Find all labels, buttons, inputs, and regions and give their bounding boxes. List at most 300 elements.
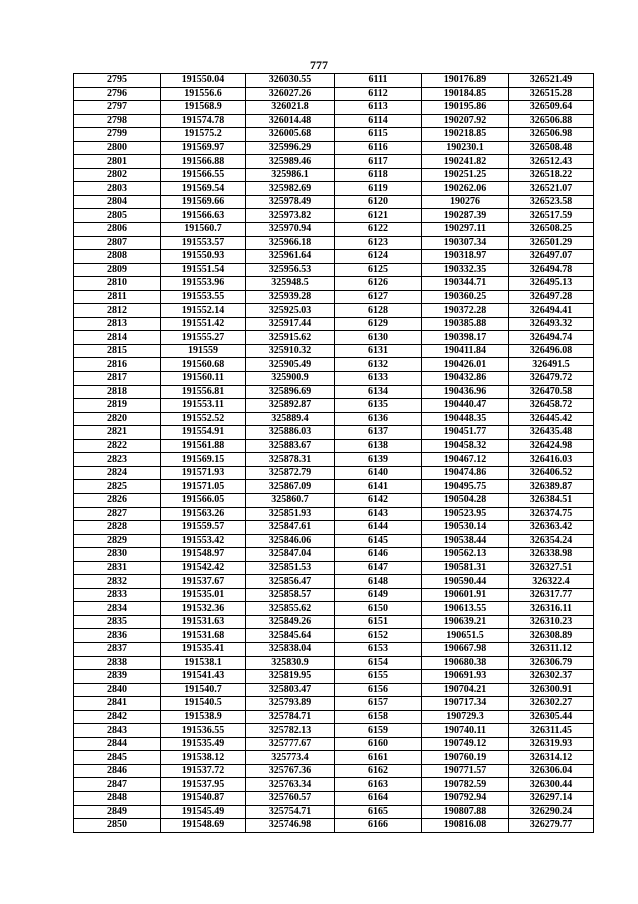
x-coordinate-left-cell: 191550.04	[161, 74, 246, 88]
x-coordinate-left-cell: 191538.9	[161, 710, 246, 724]
point-number-right-cell: 6130	[335, 331, 422, 345]
y-coordinate-right-cell: 326374.75	[509, 507, 594, 521]
point-number-right-cell: 6142	[335, 493, 422, 507]
x-coordinate-right-cell: 190495.75	[422, 480, 509, 494]
x-coordinate-left-cell: 191545.49	[161, 805, 246, 819]
y-coordinate-right-cell: 326406.52	[509, 466, 594, 480]
x-coordinate-left-cell: 191535.01	[161, 588, 246, 602]
x-coordinate-left-cell: 191531.68	[161, 629, 246, 643]
y-coordinate-right-cell: 326306.04	[509, 764, 594, 778]
point-number-left-cell: 2849	[74, 805, 161, 819]
x-coordinate-right-cell: 190717.34	[422, 697, 509, 711]
table-row	[74, 534, 594, 548]
y-coordinate-left-cell: 325767.36	[246, 764, 335, 778]
table-row	[74, 507, 594, 521]
x-coordinate-left-cell: 191560.68	[161, 358, 246, 372]
point-number-left-cell: 2835	[74, 615, 161, 629]
x-coordinate-right-cell: 190241.82	[422, 155, 509, 169]
y-coordinate-left-cell: 325773.4	[246, 751, 335, 765]
x-coordinate-left-cell: 191542.42	[161, 561, 246, 575]
table-row	[74, 778, 594, 792]
x-coordinate-left-cell: 191563.26	[161, 507, 246, 521]
y-coordinate-right-cell: 326512.43	[509, 155, 594, 169]
point-number-left-cell: 2802	[74, 168, 161, 182]
point-number-right-cell: 6141	[335, 480, 422, 494]
y-coordinate-left-cell: 325849.26	[246, 615, 335, 629]
y-coordinate-right-cell: 326290.24	[509, 805, 594, 819]
y-coordinate-right-cell: 326495.13	[509, 277, 594, 291]
point-number-left-cell: 2801	[74, 155, 161, 169]
table-row	[74, 751, 594, 765]
point-number-right-cell: 6116	[335, 141, 422, 155]
point-number-right-cell: 6118	[335, 168, 422, 182]
y-coordinate-left-cell: 325970.94	[246, 223, 335, 237]
point-number-right-cell: 6143	[335, 507, 422, 521]
x-coordinate-left-cell: 191536.55	[161, 724, 246, 738]
point-number-left-cell: 2844	[74, 737, 161, 751]
point-number-right-cell: 6163	[335, 778, 422, 792]
x-coordinate-left-cell: 191537.95	[161, 778, 246, 792]
point-number-right-cell: 6160	[335, 737, 422, 751]
table-row	[74, 575, 594, 589]
x-coordinate-right-cell: 190451.77	[422, 426, 509, 440]
point-number-right-cell: 6136	[335, 412, 422, 426]
point-number-left-cell: 2798	[74, 114, 161, 128]
x-coordinate-right-cell: 190704.21	[422, 683, 509, 697]
y-coordinate-left-cell: 325754.71	[246, 805, 335, 819]
y-coordinate-left-cell: 325978.49	[246, 195, 335, 209]
point-number-right-cell: 6126	[335, 277, 422, 291]
x-coordinate-left-cell: 191568.9	[161, 101, 246, 115]
x-coordinate-left-cell: 191552.52	[161, 412, 246, 426]
point-number-right-cell: 6124	[335, 250, 422, 264]
y-coordinate-left-cell: 325948.5	[246, 277, 335, 291]
x-coordinate-right-cell: 190530.14	[422, 521, 509, 535]
y-coordinate-right-cell: 326416.03	[509, 453, 594, 467]
x-coordinate-left-cell: 191569.15	[161, 453, 246, 467]
x-coordinate-left-cell: 191555.27	[161, 331, 246, 345]
table-row	[74, 317, 594, 331]
table-row	[74, 615, 594, 629]
table-row	[74, 209, 594, 223]
y-coordinate-right-cell: 326354.24	[509, 534, 594, 548]
x-coordinate-right-cell: 190230.1	[422, 141, 509, 155]
table-row	[74, 521, 594, 535]
y-coordinate-right-cell: 326306.79	[509, 656, 594, 670]
table-row	[74, 195, 594, 209]
table-row	[74, 764, 594, 778]
table-row	[74, 358, 594, 372]
x-coordinate-right-cell: 190467.12	[422, 453, 509, 467]
point-number-left-cell: 2818	[74, 385, 161, 399]
table-row	[74, 399, 594, 413]
x-coordinate-right-cell: 190297.11	[422, 223, 509, 237]
point-number-right-cell: 6162	[335, 764, 422, 778]
coordinates-table-body	[74, 74, 594, 833]
table-row	[74, 74, 594, 88]
point-number-right-cell: 6120	[335, 195, 422, 209]
x-coordinate-right-cell: 190436.96	[422, 385, 509, 399]
point-number-left-cell: 2843	[74, 724, 161, 738]
y-coordinate-right-cell: 326518.22	[509, 168, 594, 182]
table-row	[74, 588, 594, 602]
y-coordinate-right-cell: 326494.74	[509, 331, 594, 345]
point-number-right-cell: 6138	[335, 439, 422, 453]
y-coordinate-left-cell: 325896.69	[246, 385, 335, 399]
y-coordinate-right-cell: 326327.51	[509, 561, 594, 575]
table-row	[74, 263, 594, 277]
table-row	[74, 290, 594, 304]
y-coordinate-left-cell: 326021.8	[246, 101, 335, 115]
x-coordinate-right-cell: 190691.93	[422, 670, 509, 684]
coordinates-table	[73, 73, 594, 833]
y-coordinate-right-cell: 326424.98	[509, 439, 594, 453]
x-coordinate-right-cell: 190749.12	[422, 737, 509, 751]
point-number-right-cell: 6148	[335, 575, 422, 589]
y-coordinate-right-cell: 326494.78	[509, 263, 594, 277]
table-row	[74, 101, 594, 115]
y-coordinate-right-cell: 326470.58	[509, 385, 594, 399]
y-coordinate-left-cell: 325803.47	[246, 683, 335, 697]
point-number-left-cell: 2822	[74, 439, 161, 453]
y-coordinate-left-cell: 325860.7	[246, 493, 335, 507]
table-row	[74, 737, 594, 751]
point-number-right-cell: 6154	[335, 656, 422, 670]
table-row	[74, 412, 594, 426]
x-coordinate-right-cell: 190398.17	[422, 331, 509, 345]
point-number-right-cell: 6165	[335, 805, 422, 819]
y-coordinate-left-cell: 326030.55	[246, 74, 335, 88]
point-number-right-cell: 6150	[335, 602, 422, 616]
x-coordinate-left-cell: 191540.5	[161, 697, 246, 711]
y-coordinate-right-cell: 326506.88	[509, 114, 594, 128]
x-coordinate-left-cell: 191561.88	[161, 439, 246, 453]
x-coordinate-right-cell: 190176.89	[422, 74, 509, 88]
x-coordinate-right-cell: 190411.84	[422, 344, 509, 358]
point-number-left-cell: 2827	[74, 507, 161, 521]
table-row	[74, 602, 594, 616]
point-number-right-cell: 6132	[335, 358, 422, 372]
x-coordinate-left-cell: 191553.42	[161, 534, 246, 548]
point-number-right-cell: 6125	[335, 263, 422, 277]
y-coordinate-right-cell: 326311.12	[509, 642, 594, 656]
y-coordinate-right-cell: 326479.72	[509, 372, 594, 386]
point-number-right-cell: 6140	[335, 466, 422, 480]
table-row	[74, 182, 594, 196]
y-coordinate-right-cell: 326493.32	[509, 317, 594, 331]
y-coordinate-right-cell: 326363.42	[509, 521, 594, 535]
point-number-left-cell: 2850	[74, 819, 161, 833]
x-coordinate-left-cell: 191556.6	[161, 87, 246, 101]
point-number-right-cell: 6147	[335, 561, 422, 575]
x-coordinate-right-cell: 190440.47	[422, 399, 509, 413]
point-number-right-cell: 6121	[335, 209, 422, 223]
x-coordinate-left-cell: 191559.57	[161, 521, 246, 535]
table-row	[74, 805, 594, 819]
y-coordinate-right-cell: 326300.44	[509, 778, 594, 792]
y-coordinate-right-cell: 326494.41	[509, 304, 594, 318]
x-coordinate-right-cell: 190562.13	[422, 548, 509, 562]
table-row	[74, 480, 594, 494]
y-coordinate-right-cell: 326322.4	[509, 575, 594, 589]
y-coordinate-left-cell: 325855.62	[246, 602, 335, 616]
x-coordinate-right-cell: 190262.06	[422, 182, 509, 196]
x-coordinate-left-cell: 191540.7	[161, 683, 246, 697]
y-coordinate-left-cell: 325973.82	[246, 209, 335, 223]
x-coordinate-right-cell: 190432.86	[422, 372, 509, 386]
point-number-left-cell: 2804	[74, 195, 161, 209]
table-row	[74, 466, 594, 480]
y-coordinate-left-cell: 325886.03	[246, 426, 335, 440]
x-coordinate-right-cell: 190729.3	[422, 710, 509, 724]
x-coordinate-right-cell: 190251.25	[422, 168, 509, 182]
x-coordinate-left-cell: 191551.42	[161, 317, 246, 331]
point-number-right-cell: 6166	[335, 819, 422, 833]
point-number-right-cell: 6161	[335, 751, 422, 765]
table-row	[74, 304, 594, 318]
point-number-left-cell: 2841	[74, 697, 161, 711]
y-coordinate-right-cell: 326521.07	[509, 182, 594, 196]
x-coordinate-left-cell: 191540.87	[161, 791, 246, 805]
y-coordinate-left-cell: 325878.31	[246, 453, 335, 467]
x-coordinate-left-cell: 191531.63	[161, 615, 246, 629]
point-number-left-cell: 2847	[74, 778, 161, 792]
point-number-left-cell: 2796	[74, 87, 161, 101]
y-coordinate-left-cell: 325760.57	[246, 791, 335, 805]
table-row	[74, 629, 594, 643]
table-row	[74, 819, 594, 833]
y-coordinate-left-cell: 325883.67	[246, 439, 335, 453]
y-coordinate-left-cell: 325847.61	[246, 521, 335, 535]
y-coordinate-right-cell: 326317.77	[509, 588, 594, 602]
x-coordinate-left-cell: 191538.12	[161, 751, 246, 765]
point-number-right-cell: 6113	[335, 101, 422, 115]
y-coordinate-right-cell: 326316.11	[509, 602, 594, 616]
y-coordinate-right-cell: 326314.12	[509, 751, 594, 765]
point-number-left-cell: 2815	[74, 344, 161, 358]
point-number-left-cell: 2845	[74, 751, 161, 765]
x-coordinate-left-cell: 191548.97	[161, 548, 246, 562]
x-coordinate-left-cell: 191575.2	[161, 128, 246, 142]
point-number-left-cell: 2825	[74, 480, 161, 494]
y-coordinate-right-cell: 326458.72	[509, 399, 594, 413]
table-row	[74, 344, 594, 358]
y-coordinate-right-cell: 326506.98	[509, 128, 594, 142]
x-coordinate-left-cell: 191571.05	[161, 480, 246, 494]
point-number-left-cell: 2826	[74, 493, 161, 507]
table-row	[74, 223, 594, 237]
table-row	[74, 642, 594, 656]
point-number-left-cell: 2832	[74, 575, 161, 589]
point-number-left-cell: 2829	[74, 534, 161, 548]
x-coordinate-right-cell: 190287.39	[422, 209, 509, 223]
point-number-right-cell: 6155	[335, 670, 422, 684]
y-coordinate-left-cell: 325966.18	[246, 236, 335, 250]
y-coordinate-right-cell: 326319.93	[509, 737, 594, 751]
table-row	[74, 426, 594, 440]
x-coordinate-left-cell: 191566.88	[161, 155, 246, 169]
point-number-right-cell: 6128	[335, 304, 422, 318]
y-coordinate-left-cell: 325905.49	[246, 358, 335, 372]
y-coordinate-right-cell: 326501.29	[509, 236, 594, 250]
point-number-right-cell: 6122	[335, 223, 422, 237]
table-row	[74, 141, 594, 155]
y-coordinate-left-cell: 325777.67	[246, 737, 335, 751]
point-number-right-cell: 6157	[335, 697, 422, 711]
x-coordinate-left-cell: 191553.57	[161, 236, 246, 250]
y-coordinate-left-cell: 325838.04	[246, 642, 335, 656]
y-coordinate-left-cell: 325851.53	[246, 561, 335, 575]
y-coordinate-left-cell: 325956.53	[246, 263, 335, 277]
point-number-right-cell: 6133	[335, 372, 422, 386]
point-number-left-cell: 2828	[74, 521, 161, 535]
point-number-left-cell: 2813	[74, 317, 161, 331]
point-number-left-cell: 2838	[74, 656, 161, 670]
x-coordinate-left-cell: 191551.54	[161, 263, 246, 277]
y-coordinate-right-cell: 326435.48	[509, 426, 594, 440]
y-coordinate-left-cell: 325900.9	[246, 372, 335, 386]
y-coordinate-left-cell: 325982.69	[246, 182, 335, 196]
x-coordinate-left-cell: 191535.49	[161, 737, 246, 751]
x-coordinate-left-cell: 191566.63	[161, 209, 246, 223]
y-coordinate-left-cell: 325851.93	[246, 507, 335, 521]
x-coordinate-left-cell: 191538.1	[161, 656, 246, 670]
point-number-right-cell: 6111	[335, 74, 422, 88]
x-coordinate-right-cell: 190426.01	[422, 358, 509, 372]
point-number-right-cell: 6114	[335, 114, 422, 128]
x-coordinate-right-cell: 190318.97	[422, 250, 509, 264]
y-coordinate-right-cell: 326497.07	[509, 250, 594, 264]
y-coordinate-left-cell: 325746.98	[246, 819, 335, 833]
point-number-left-cell: 2823	[74, 453, 161, 467]
x-coordinate-left-cell: 191537.72	[161, 764, 246, 778]
x-coordinate-right-cell: 190207.92	[422, 114, 509, 128]
point-number-left-cell: 2799	[74, 128, 161, 142]
point-number-right-cell: 6152	[335, 629, 422, 643]
y-coordinate-left-cell: 325892.87	[246, 399, 335, 413]
y-coordinate-right-cell: 326509.64	[509, 101, 594, 115]
point-number-left-cell: 2800	[74, 141, 161, 155]
x-coordinate-right-cell: 190651.5	[422, 629, 509, 643]
y-coordinate-left-cell: 325846.06	[246, 534, 335, 548]
y-coordinate-right-cell: 326305.44	[509, 710, 594, 724]
table-row	[74, 277, 594, 291]
x-coordinate-right-cell: 190523.95	[422, 507, 509, 521]
x-coordinate-right-cell: 190458.32	[422, 439, 509, 453]
x-coordinate-left-cell: 191560.11	[161, 372, 246, 386]
x-coordinate-right-cell: 190816.08	[422, 819, 509, 833]
y-coordinate-right-cell: 326515.28	[509, 87, 594, 101]
point-number-left-cell: 2821	[74, 426, 161, 440]
x-coordinate-right-cell: 190276	[422, 195, 509, 209]
y-coordinate-right-cell: 326311.45	[509, 724, 594, 738]
y-coordinate-left-cell: 326005.68	[246, 128, 335, 142]
x-coordinate-right-cell: 190195.86	[422, 101, 509, 115]
x-coordinate-left-cell: 191571.93	[161, 466, 246, 480]
y-coordinate-left-cell: 325845.64	[246, 629, 335, 643]
x-coordinate-right-cell: 190372.28	[422, 304, 509, 318]
point-number-left-cell: 2808	[74, 250, 161, 264]
table-row	[74, 453, 594, 467]
point-number-left-cell: 2824	[74, 466, 161, 480]
y-coordinate-right-cell: 326302.27	[509, 697, 594, 711]
table-row	[74, 236, 594, 250]
x-coordinate-right-cell: 190782.59	[422, 778, 509, 792]
point-number-right-cell: 6135	[335, 399, 422, 413]
x-coordinate-right-cell: 190601.91	[422, 588, 509, 602]
y-coordinate-right-cell: 326497.28	[509, 290, 594, 304]
x-coordinate-right-cell: 190807.88	[422, 805, 509, 819]
y-coordinate-right-cell: 326338.98	[509, 548, 594, 562]
point-number-right-cell: 6139	[335, 453, 422, 467]
point-number-left-cell: 2795	[74, 74, 161, 88]
x-coordinate-left-cell: 191550.93	[161, 250, 246, 264]
point-number-left-cell: 2803	[74, 182, 161, 196]
table-row	[74, 656, 594, 670]
point-number-right-cell: 6156	[335, 683, 422, 697]
x-coordinate-right-cell: 190667.98	[422, 642, 509, 656]
point-number-left-cell: 2797	[74, 101, 161, 115]
x-coordinate-left-cell: 191537.67	[161, 575, 246, 589]
x-coordinate-right-cell: 190771.57	[422, 764, 509, 778]
point-number-left-cell: 2812	[74, 304, 161, 318]
table-row	[74, 439, 594, 453]
y-coordinate-left-cell: 325925.03	[246, 304, 335, 318]
x-coordinate-right-cell: 190590.44	[422, 575, 509, 589]
table-row	[74, 155, 594, 169]
x-coordinate-right-cell: 190680.38	[422, 656, 509, 670]
point-number-left-cell: 2806	[74, 223, 161, 237]
table-row	[74, 670, 594, 684]
point-number-left-cell: 2819	[74, 399, 161, 413]
x-coordinate-right-cell: 190385.88	[422, 317, 509, 331]
y-coordinate-right-cell: 326297.14	[509, 791, 594, 805]
y-coordinate-right-cell: 326302.37	[509, 670, 594, 684]
x-coordinate-left-cell: 191569.54	[161, 182, 246, 196]
point-number-left-cell: 2837	[74, 642, 161, 656]
y-coordinate-left-cell: 325915.62	[246, 331, 335, 345]
x-coordinate-right-cell: 190332.35	[422, 263, 509, 277]
table-row	[74, 548, 594, 562]
y-coordinate-left-cell: 325793.89	[246, 697, 335, 711]
x-coordinate-left-cell: 191569.97	[161, 141, 246, 155]
point-number-right-cell: 6153	[335, 642, 422, 656]
y-coordinate-left-cell: 325867.09	[246, 480, 335, 494]
point-number-right-cell: 6115	[335, 128, 422, 142]
y-coordinate-left-cell: 325917.44	[246, 317, 335, 331]
point-number-right-cell: 6127	[335, 290, 422, 304]
point-number-left-cell: 2807	[74, 236, 161, 250]
y-coordinate-left-cell: 325996.29	[246, 141, 335, 155]
point-number-right-cell: 6159	[335, 724, 422, 738]
point-number-right-cell: 6137	[335, 426, 422, 440]
y-coordinate-left-cell: 325889.4	[246, 412, 335, 426]
x-coordinate-right-cell: 190307.34	[422, 236, 509, 250]
y-coordinate-left-cell: 325961.64	[246, 250, 335, 264]
y-coordinate-left-cell: 325986.1	[246, 168, 335, 182]
x-coordinate-left-cell: 191569.66	[161, 195, 246, 209]
table-row	[74, 493, 594, 507]
x-coordinate-left-cell: 191556.81	[161, 385, 246, 399]
point-number-left-cell: 2834	[74, 602, 161, 616]
table-row	[74, 724, 594, 738]
point-number-left-cell: 2840	[74, 683, 161, 697]
x-coordinate-right-cell: 190639.21	[422, 615, 509, 629]
point-number-left-cell: 2811	[74, 290, 161, 304]
table-row	[74, 791, 594, 805]
point-number-right-cell: 6146	[335, 548, 422, 562]
y-coordinate-left-cell: 325910.32	[246, 344, 335, 358]
